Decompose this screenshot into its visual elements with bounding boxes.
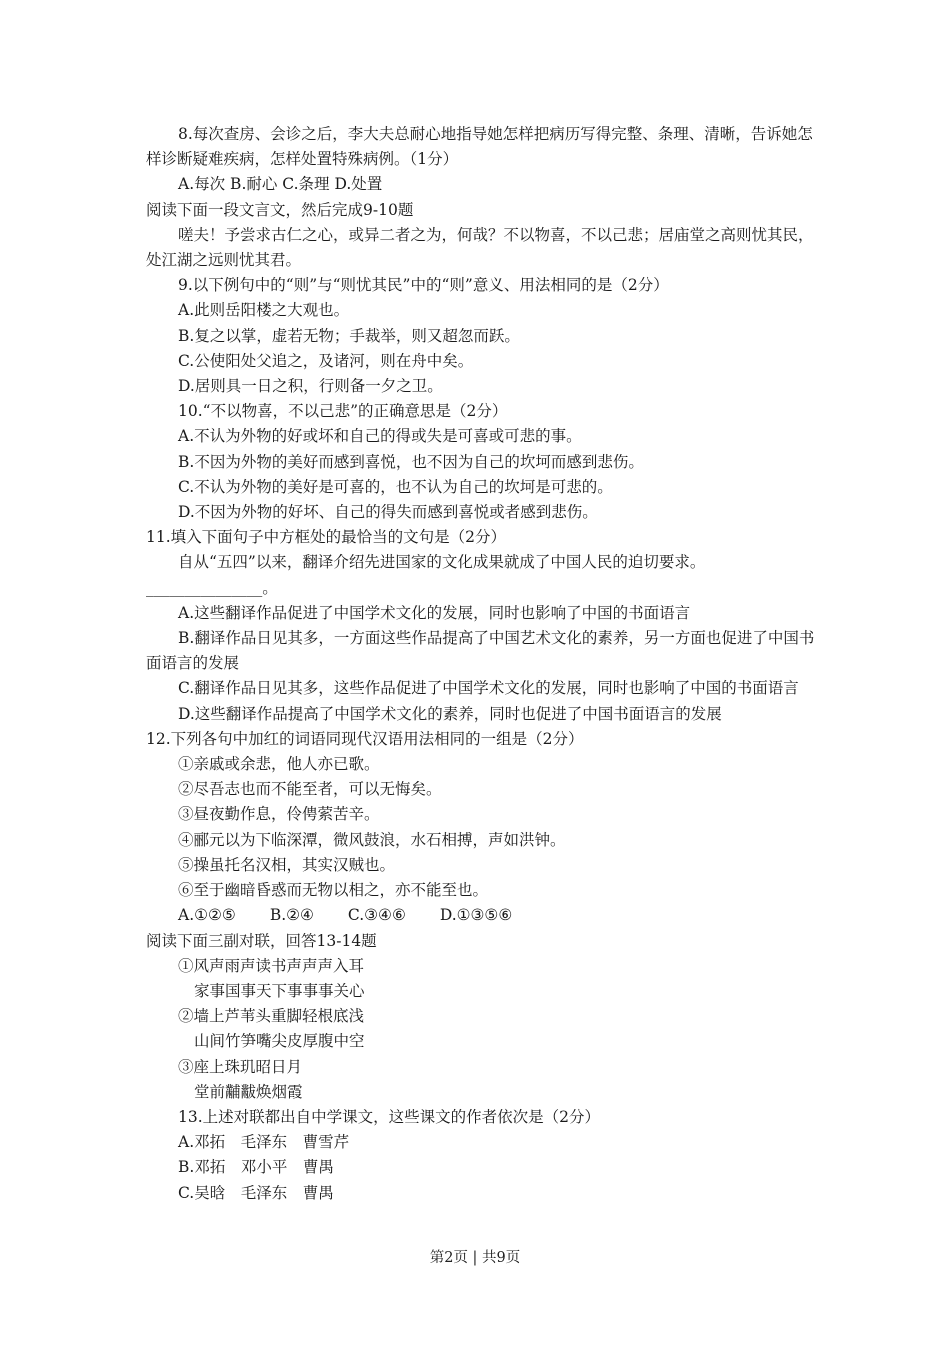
q9-option-b: B.复之以掌，虚若无物；手裁举，则又超忽而跃。 <box>178 326 520 345</box>
q12-option-c: C.③④⑥ <box>347 906 406 925</box>
q13-option-c: C.吴晗 毛泽东 曹禺 <box>178 1183 334 1202</box>
couplet-1-upper: ①风声雨声读书声声声入耳 <box>178 956 365 975</box>
q9-stem: 9.以下例句中的“则”与“则忧其民”中的“则”意义、用法相同的是（2分） <box>178 276 669 295</box>
q12-item: ⑤操虽托名汉相，其实汉贼也。 <box>178 855 396 874</box>
q12-options <box>146 903 816 928</box>
q12-item: ③昼夜勤作息，伶俜萦苦辛。 <box>178 805 380 824</box>
page-footer: 第2页 | 共9页 <box>429 1250 521 1266</box>
couplet-2-upper: ②墙上芦苇头重脚轻根底浅 <box>178 1007 365 1026</box>
couplet-1-lower: 家事国事天下事事事关心 <box>194 981 365 1000</box>
q10-option-b: B.不因为外物的美好而感到喜悦，也不因为自己的坎坷而感到悲伤。 <box>178 452 644 471</box>
q11-option-b: B.翻译作品日见其多，一方面这些作品提高了中国艺术文化的素养，另一方面也促进了中国书面语言的发展 <box>146 629 815 673</box>
reading2-intro: 阅读下面三副对联，回答13-14题 <box>146 931 377 950</box>
exam-page-content <box>146 122 816 1206</box>
couplet-3-upper: ③座上珠玑昭日月 <box>178 1057 303 1076</box>
q9-option-c: C.公使阳处父追之，及诸河，则在舟中矣。 <box>178 351 474 370</box>
q12-item: ⑥至于幽暗昏惑而无物以相之，亦不能至也。 <box>178 881 489 900</box>
q12-option-a: A.①②⑤ <box>178 906 236 925</box>
reading1-passage: 嗟夫！予尝求古仁之心，或异二者之为，何哉？不以物喜，不以己悲；居庙堂之高则忧其民，处江湖之远则忧其君。 <box>146 225 814 270</box>
q8-options: A.每次 B.耐心 C.条理 D.处置 <box>178 175 383 194</box>
q10-stem: 10.“不以物喜，不以己悲”的正确意思是（2分） <box>178 402 508 421</box>
q11-option-d: D.这些翻译作品提高了中国学术文化的素养，同时也促进了中国书面语言的发展 <box>178 704 722 723</box>
reading1-intro: 阅读下面一段文言文，然后完成9-10题 <box>146 200 414 219</box>
q12-item: ④郦元以为下临深潭，微风鼓浪，水石相搏，声如洪钟。 <box>178 830 566 849</box>
q10-option-c: C.不认为外物的美好是可喜的，也不认为自己的坎坷是可悲的。 <box>178 477 613 496</box>
q11-sentence: 自从“五四”以来，翻译介绍先进国家的文化成果就成了中国人民的迫切要求。_______________。 <box>146 553 706 597</box>
q13-stem: 13.上述对联都出自中学课文，这些课文的作者依次是（2分） <box>178 1107 601 1126</box>
q10-option-a: A.不认为外物的好或坏和自己的得或失是可喜或可悲的事。 <box>178 427 582 446</box>
q9-option-d: D.居则具一日之积，行则备一夕之卫。 <box>178 377 443 396</box>
q12-item: ②尽吾志也而不能至者，可以无悔矣。 <box>178 780 442 799</box>
couplet-2-lower: 山间竹笋嘴尖皮厚腹中空 <box>194 1032 365 1051</box>
q8-stem: 8.每次查房、会诊之后，李大夫总耐心地指导她怎样把病历写得完整、条理、清晰，告诉她怎样诊断疑难疾病，怎样处置特殊病例。（1分） <box>146 125 813 169</box>
q12-item: ①亲戚或余悲，他人亦已歌。 <box>178 755 380 774</box>
q11-option-c: C.翻译作品日见其多，这些作品促进了中国学术文化的发展，同时也影响了中国的书面语言 <box>178 679 799 698</box>
q12-option-b: B.②④ <box>269 906 314 925</box>
q10-option-d: D.不因为外物的好坏、自己的得失而感到喜悦或者感到悲伤。 <box>178 503 598 522</box>
q13-option-b: B.邓拓 邓小平 曹禺 <box>178 1158 334 1177</box>
couplet-3-lower: 堂前黼黻焕烟霞 <box>194 1082 303 1101</box>
q11-stem: 11.填入下面句子中方框处的最恰当的文句是（2分） <box>146 528 507 547</box>
q12-option-d: D.①③⑤⑥ <box>439 906 513 925</box>
q12-stem: 12.下列各句中加红的词语同现代汉语用法相同的一组是（2分） <box>146 729 584 748</box>
q13-option-a: A.邓拓 毛泽东 曹雪芹 <box>178 1133 350 1152</box>
q9-option-a: A.此则岳阳楼之大观也。 <box>178 301 350 320</box>
q11-option-a: A.这些翻译作品促进了中国学术文化的发展，同时也影响了中国的书面语言 <box>178 603 691 622</box>
